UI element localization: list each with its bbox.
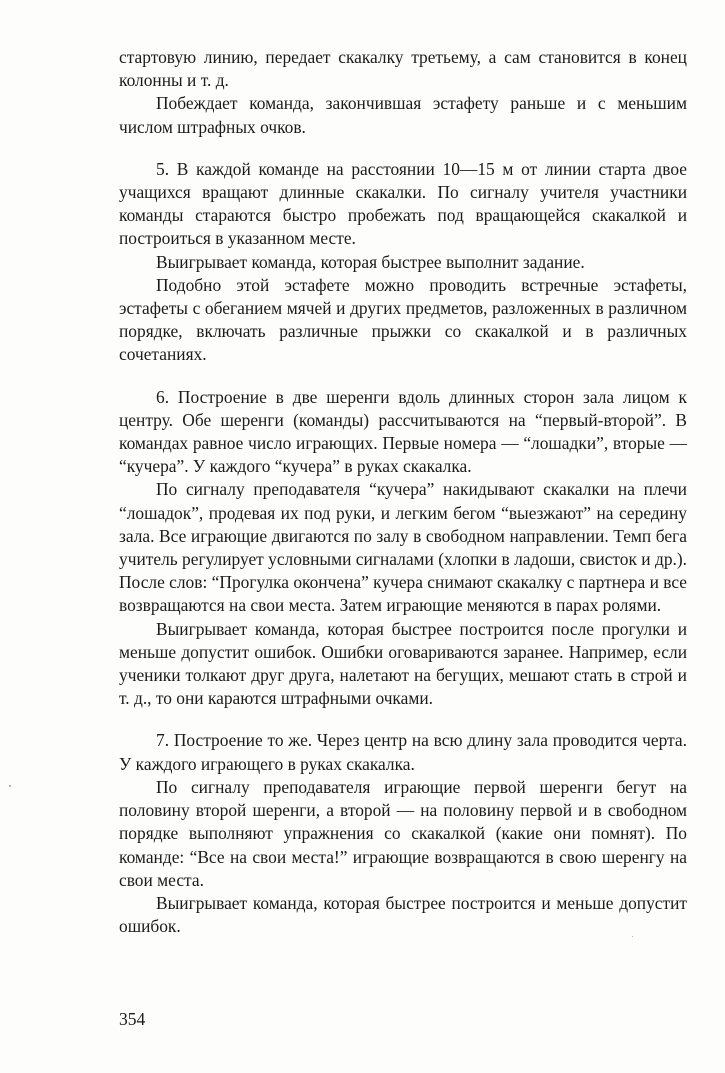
paragraph-game-7-winner: Выигрывает команда, которая быстрее построится и меньше допустит ошибок. — [119, 892, 687, 937]
body-text — [119, 46, 687, 938]
scan-speck — [9, 785, 11, 787]
paragraph-game-7: 7. Построение то же. Через центр на всю длину зала проводится черта. У каждого играющего в руках скакалка. — [119, 730, 687, 774]
paragraph-game-6: 6. Построение в две шеренги вдоль длинных сторон зала лицом к центру. Обе шеренги (команды) рассчитываются на “первый-второй”. В командах равное число играющих. Первые номера — “лошадки”, вторые — “кучера”. У каждого “кучера” в руках скакалка. — [119, 386, 687, 477]
paragraph-game-5-winner: Выигрывает команда, которая быстрее выполнит задание. — [156, 251, 585, 272]
paragraph-continuation: стартовую линию, передает скакалку третьему, а сам становится в конец колонны и т. д. — [119, 47, 687, 91]
paragraph-game-5-variations: Подобно этой эстафете можно проводить встречные эстафеты, эстафеты с обеганием мячей и других предметов, разложенных в различном порядке, включать различные прыжки со скакалкой и в различных сочетаниях. — [119, 274, 687, 365]
paragraph-game-5: 5. В каждой команде на расстоянии 10—15 м от линии старта двое учащихся вращают длинные скакалки. По сигналу учителя участники команды стараются быстро пробежать под вращающейся скакалкой и построиться в указанном месте. — [119, 158, 687, 249]
page-number: 354 — [119, 1009, 146, 1029]
paragraph-game-6-winner: Выигрывает команда, которая быстрее построится после прогулки и меньше допустит ошибок. Ошибки оговариваются заранее. Например, если ученики толкают друг друга, налетают на бегущих, мешают стать в строй и т. д., то они караются штрафными очками. — [119, 618, 687, 709]
paragraph-game-7-rules: По сигналу преподавателя играющие первой шеренги бегут на половину второй шеренги, а второй — на половину первой и в свободном порядке выполняют упражнения со скакалкой (какие они помнят). По команде: “Все на свои места!” играющие возвращаются в свою шеренгу на свои места. — [119, 776, 687, 890]
paragraph-game-6-rules: По сигналу преподавателя “кучера” накидывают скакалки на плечи “лошадок”, продевая их под руки, и легким бегом “выезжают” на середину зала. Все играющие двигаются по залу в свободном направлении. Темп бега учитель регулирует условными сигналами (хлопки в ладоши, свисток и др.). После слов: “Прогулка окончена” кучера снимают скакалку с партнера и все возвращаются на свои места. Затем играющие меняются в парах ролями. — [119, 479, 687, 616]
scan-speck — [632, 936, 633, 937]
paragraph-relay-winner: Побеждает команда, закончившая эстафету раньше и с меньшим числом штрафных очков. — [119, 93, 687, 137]
